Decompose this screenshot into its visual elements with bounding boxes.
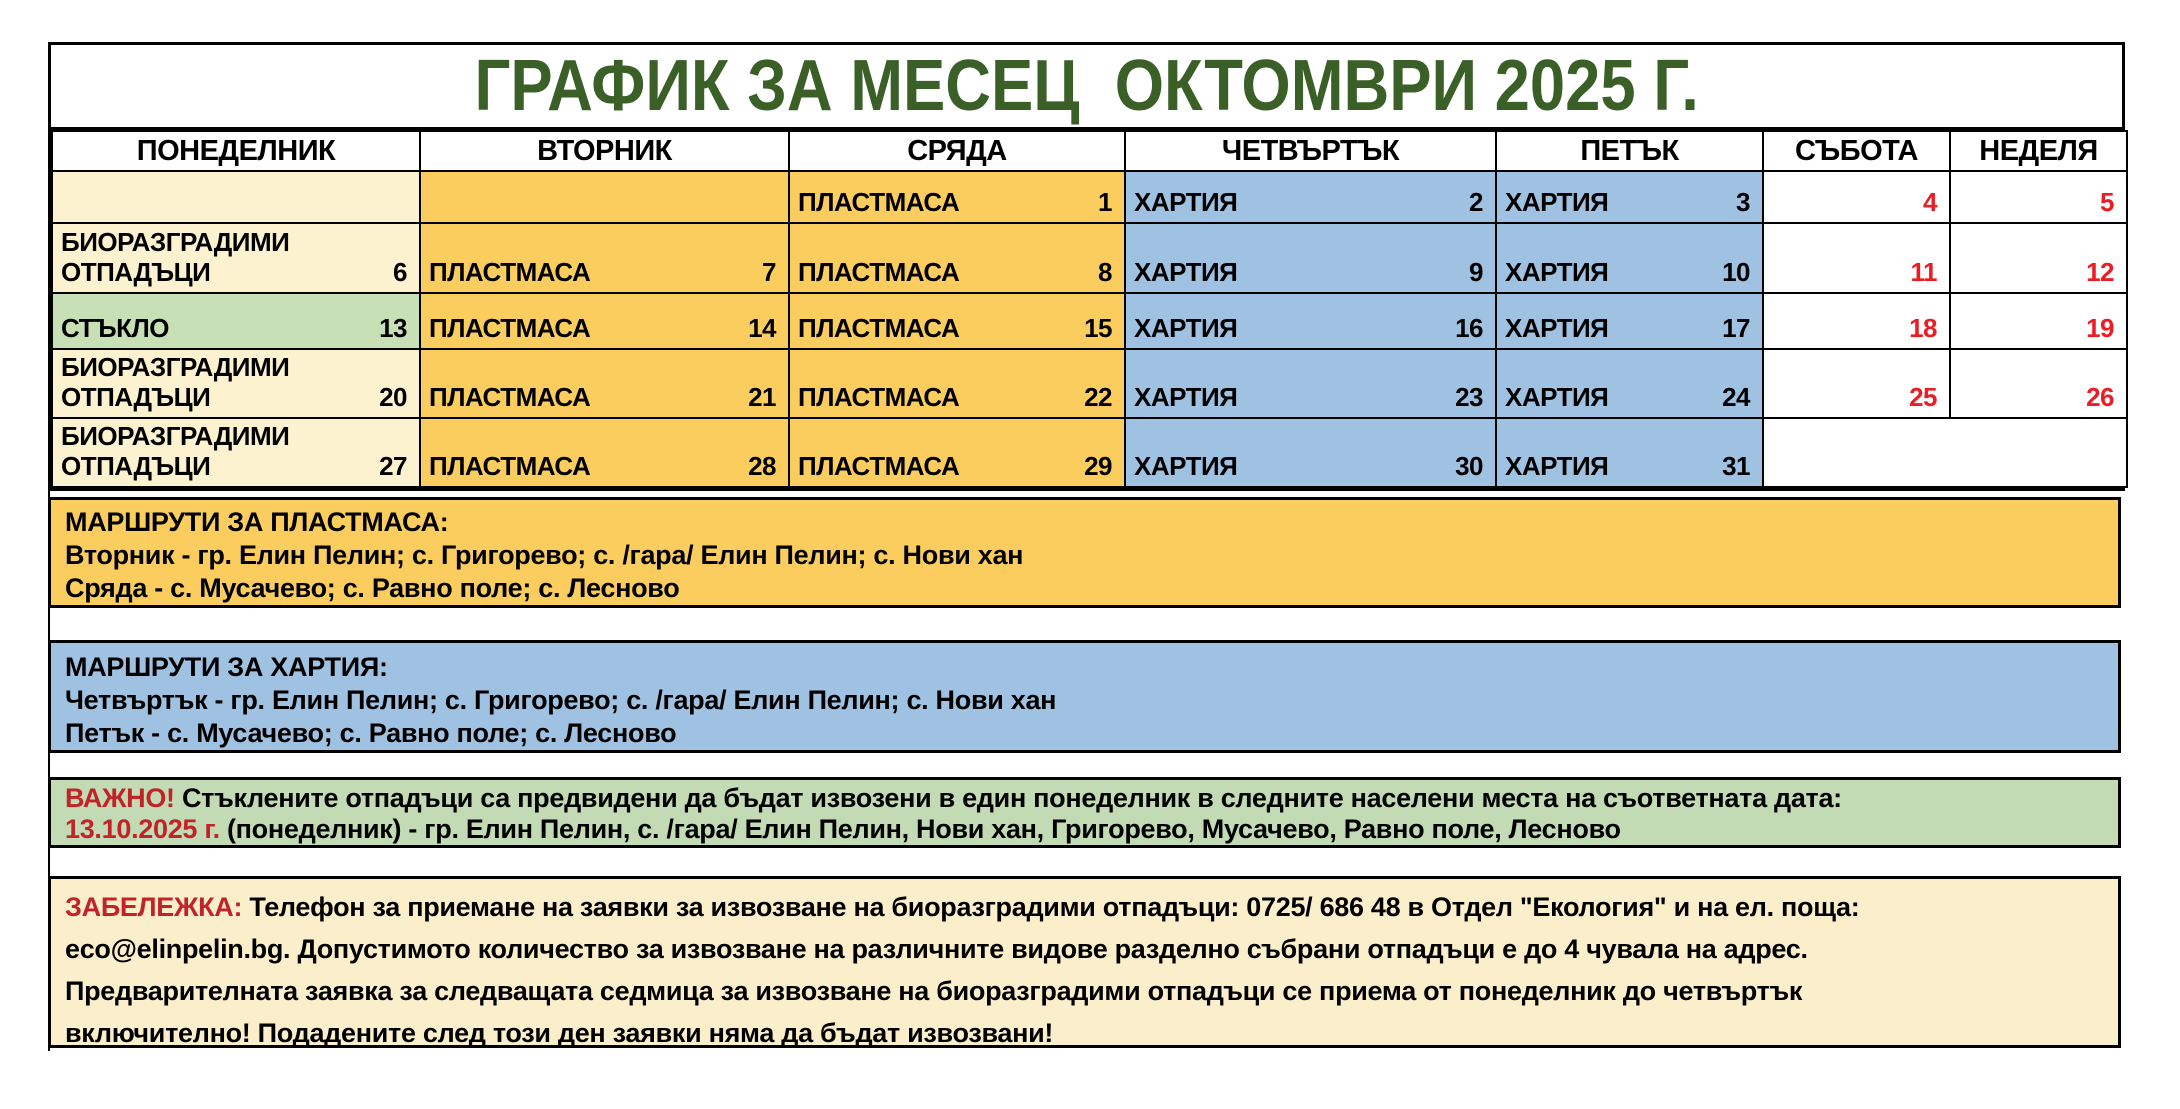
plastic-routes-box: [48, 497, 2121, 608]
calendar-cell: 4: [1763, 171, 1950, 223]
week-row: [52, 293, 2127, 349]
calendar-cell: ХАРТИЯ 9: [1125, 223, 1496, 293]
calendar-cell: ХАРТИЯ 17: [1496, 293, 1763, 349]
calendar-cell: ХАРТИЯ 3: [1496, 171, 1763, 223]
day-header-sunday: НЕДЕЛЯ: [1950, 131, 2127, 171]
note-line-3: Предварителната заявка за следващата седмица за извозване на биоразградими отпадъци се приема от понеделник до четвъртък: [65, 976, 1803, 1006]
plastic-routes-heading: МАРШРУТИ ЗА ПЛАСТМАСА:: [65, 507, 449, 537]
note-line-1: ЗАБЕЛЕЖКА: Телефон за приемане на заявки за извозване на биоразградими отпадъци: 0725/ 686 48 в Отдел "Екология" и на ел. поща:: [65, 892, 1860, 922]
page-title-text: ГРАФИК ЗА МЕСЕЦ ОКТОМВРИ 2025 Г.: [474, 46, 1699, 126]
calendar-section: [48, 42, 2125, 491]
paper-routes-thursday: Четвъртък - гр. Елин Пелин; с. Григорево; с. /гара/ Елин Пелин; с. Нови хан: [65, 685, 1057, 715]
plastic-routes-tuesday: Вторник - гр. Елин Пелин; с. Григорево; с. /гара/ Елин Пелин; с. Нови хан: [65, 540, 1024, 570]
paper-routes-box: [48, 640, 2121, 753]
calendar-cell: ХАРТИЯ 16: [1125, 293, 1496, 349]
day-header-monday: ПОНЕДЕЛНИК: [52, 131, 420, 171]
important-line-2: 13.10.2025 г. (понеделник) - гр. Елин Пелин, с. /гара/ Елин Пелин, Нови хан, Григорево, Мусачево, Равно поле, Лесново: [65, 814, 1621, 844]
week-row: [52, 418, 2127, 487]
calendar-table: [51, 130, 2128, 488]
important-label: ВАЖНО!: [65, 783, 175, 813]
plastic-routes-wednesday: Сряда - с. Мусачево; с. Равно поле; с. Лесново: [65, 573, 680, 603]
important-date: 13.10.2025 г.: [65, 814, 220, 844]
week-row: [52, 223, 2127, 293]
calendar-cell: БИОРАЗГРАДИМИ ОТПАДЪЦИ 20: [52, 349, 420, 418]
day-header-wednesday: СРЯДА: [789, 131, 1125, 171]
calendar-cell: БИОРАЗГРАДИМИ ОТПАДЪЦИ 27: [52, 418, 420, 487]
calendar-cell: ХАРТИЯ 23: [1125, 349, 1496, 418]
calendar-cell: ХАРТИЯ 31: [1496, 418, 1763, 487]
calendar-cell: ПЛАСТМАСА 7: [420, 223, 789, 293]
page-title: [51, 45, 2122, 130]
calendar-cell: 18: [1763, 293, 1950, 349]
calendar-cell: ХАРТИЯ 2: [1125, 171, 1496, 223]
calendar-cell: [52, 171, 420, 223]
calendar-cell: ПЛАСТМАСА 21: [420, 349, 789, 418]
calendar-cell: 19: [1950, 293, 2127, 349]
calendar-cell: 12: [1950, 223, 2127, 293]
note-label: ЗАБЕЛЕЖКА:: [65, 892, 243, 922]
calendar-cell: ПЛАСТМАСА 15: [789, 293, 1125, 349]
calendar-cell-merged-weekend: [1763, 418, 2127, 487]
day-header-friday: ПЕТЪК: [1496, 131, 1763, 171]
calendar-cell: ПЛАСТМАСА 14: [420, 293, 789, 349]
calendar-cell: ПЛАСТМАСА 22: [789, 349, 1125, 418]
calendar-cell: ПЛАСТМАСА 8: [789, 223, 1125, 293]
paper-routes-heading: МАРШРУТИ ЗА ХАРТИЯ:: [65, 652, 388, 682]
day-header-saturday: СЪБОТА: [1763, 131, 1950, 171]
calendar-cell: БИОРАЗГРАДИМИ ОТПАДЪЦИ 6: [52, 223, 420, 293]
note-line-4: включително! Подадените след този ден заявки няма да бъдат извозвани!: [65, 1018, 1054, 1048]
calendar-cell: ХАРТИЯ 10: [1496, 223, 1763, 293]
important-line-1: ВАЖНО! Стъклените отпадъци са предвидени да бъдат извозени в един понеделник в следните населени места на съответната дата:: [65, 783, 1842, 813]
calendar-cell: 25: [1763, 349, 1950, 418]
week-row: [52, 171, 2127, 223]
week-row: [52, 349, 2127, 418]
paper-routes-friday: Петък - с. Мусачево; с. Равно поле; с. Лесново: [65, 718, 677, 748]
calendar-cell: [420, 171, 789, 223]
day-header-tuesday: ВТОРНИК: [420, 131, 789, 171]
calendar-cell: 11: [1763, 223, 1950, 293]
calendar-cell: ПЛАСТМАСА 28: [420, 418, 789, 487]
note-box: [48, 876, 2121, 1048]
day-header-row: [52, 131, 2127, 171]
calendar-cell: 26: [1950, 349, 2127, 418]
calendar-cell: ХАРТИЯ 30: [1125, 418, 1496, 487]
calendar-cell: ХАРТИЯ 24: [1496, 349, 1763, 418]
calendar-cell: 5: [1950, 171, 2127, 223]
important-notice-box: [48, 777, 2121, 848]
note-line-2: eco@elinpelin.bg. Допустимото количество за извозване на различните видове разделно събрани отпадъци е до 4 чувала на адрес.: [65, 934, 1808, 964]
calendar-cell: ПЛАСТМАСА 1: [789, 171, 1125, 223]
day-header-thursday: ЧЕТВЪРТЪК: [1125, 131, 1496, 171]
calendar-cell: СТЪКЛО 13: [52, 293, 420, 349]
calendar-cell: ПЛАСТМАСА 29: [789, 418, 1125, 487]
